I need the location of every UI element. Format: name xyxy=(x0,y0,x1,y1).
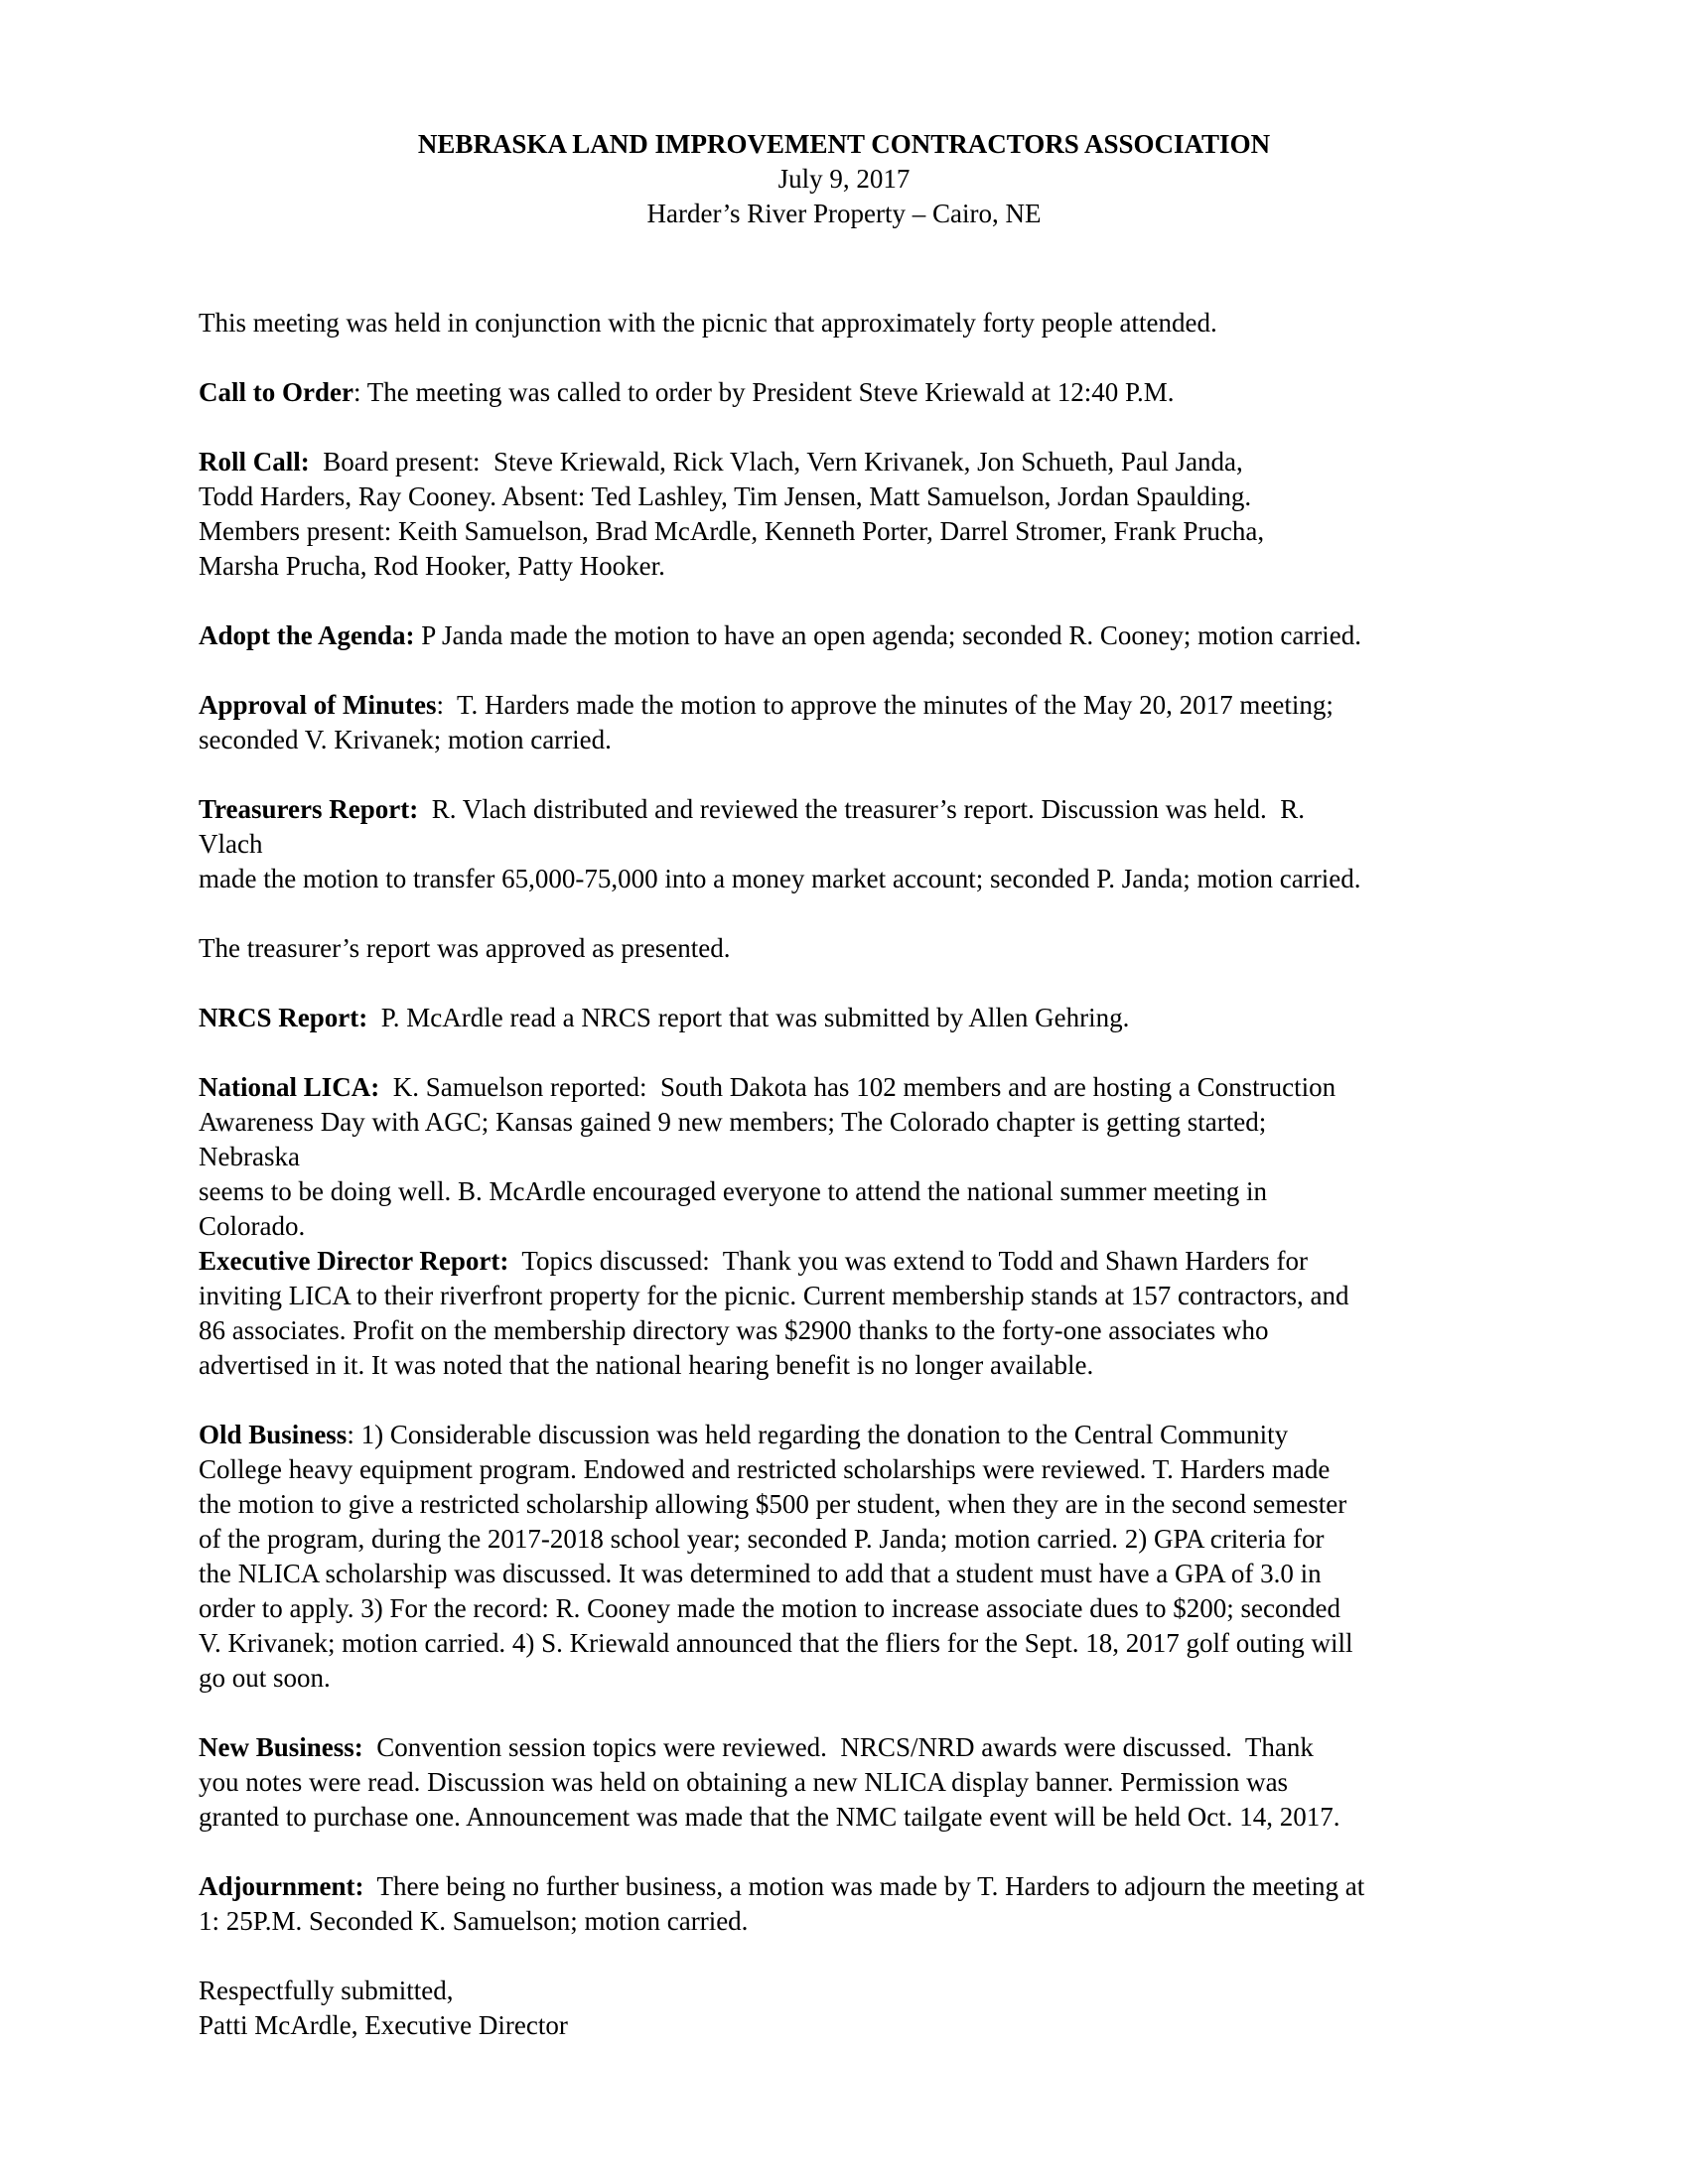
national-lica-line: Colorado. xyxy=(199,1211,306,1241)
executive-director-report-line: inviting LICA to their riverfront property for the picnic. Current membership stands at 157 contractors, and xyxy=(199,1281,1349,1310)
intro-text: This meeting was held in conjunction with the picnic that approximately forty people attended. xyxy=(199,308,1217,338)
new-business-section xyxy=(199,1730,1529,1835)
new-business-line: you notes were read. Discussion was held on obtaining a new NLICA display banner. Permission was xyxy=(199,1767,1289,1797)
treasurers-report-label: Treasurers Report: xyxy=(199,794,419,824)
roll-call-line: Marsha Prucha, Rod Hooker, Patty Hooker. xyxy=(199,551,665,581)
nrcs-report-text: P. McArdle read a NRCS report that was submitted by Allen Gehring. xyxy=(367,1003,1130,1032)
signature-block xyxy=(199,1974,1529,2043)
old-business-line: go out soon. xyxy=(199,1663,331,1693)
approval-minutes-line: seconded V. Krivanek; motion carried. xyxy=(199,725,612,754)
old-business-section xyxy=(199,1418,1529,1696)
old-business-label: Old Business xyxy=(199,1420,348,1449)
meeting-location: Harder’s River Property – Cairo, NE xyxy=(646,199,1042,228)
old-business-line: V. Krivanek; motion carried. 4) S. Kriewald announced that the fliers for the Sept. 18, 2017 golf outing will xyxy=(199,1628,1353,1658)
treasurers-report-line: Vlach xyxy=(199,829,263,859)
nrcs-report-label: NRCS Report: xyxy=(199,1003,368,1032)
meeting-date: July 9, 2017 xyxy=(777,164,911,194)
call-to-order-section xyxy=(199,375,1529,410)
treasurers-report-section xyxy=(199,792,1529,896)
old-business-line: the motion to give a restricted scholarship allowing $500 per student, when they are in the second semester xyxy=(199,1489,1347,1519)
executive-director-report-line: 86 associates. Profit on the membership directory was $2900 thanks to the forty-one associates who xyxy=(199,1315,1269,1345)
new-business-label: New Business: xyxy=(199,1732,363,1762)
document-header xyxy=(0,127,1688,231)
executive-director-report-section xyxy=(199,1244,1529,1383)
approval-minutes-label: Approval of Minutes xyxy=(199,690,437,720)
executive-director-report-line: advertised in it. It was noted that the national hearing benefit is no longer available. xyxy=(199,1350,1094,1380)
national-lica-line: Nebraska xyxy=(199,1142,300,1171)
executive-director-report-line: Topics discussed: Thank you was extend to Todd and Shawn Harders for xyxy=(508,1246,1308,1276)
roll-call-line: Board present: Steve Kriewald, Rick Vlach, Vern Krivanek, Jon Schueth, Paul Janda, xyxy=(309,447,1243,477)
new-business-line: granted to purchase one. Announcement was made that the NMC tailgate event will be held Oct. 14, 2017. xyxy=(199,1802,1340,1832)
intro-paragraph xyxy=(199,306,1529,341)
adopt-agenda-text: P Janda made the motion to have an open agenda; seconded R. Cooney; motion carried. xyxy=(414,620,1362,650)
roll-call-section xyxy=(199,445,1529,584)
treasurers-report-line: R. Vlach distributed and reviewed the treasurer’s report. Discussion was held. R. xyxy=(418,794,1305,824)
adjournment-line: There being no further business, a motion was made by T. Harders to adjourn the meeting at xyxy=(363,1871,1365,1901)
organization-title: NEBRASKA LAND IMPROVEMENT CONTRACTORS ASSOCIATION xyxy=(417,129,1271,159)
approval-minutes-section xyxy=(199,688,1529,757)
national-lica-label: National LICA: xyxy=(199,1072,380,1102)
roll-call-line: Todd Harders, Ray Cooney. Absent: Ted Lashley, Tim Jensen, Matt Samuelson, Jordan Spaulding. xyxy=(199,481,1252,511)
old-business-line: College heavy equipment program. Endowed and restricted scholarships were reviewed. T. Harders made xyxy=(199,1454,1331,1484)
signature-name: Patti McArdle, Executive Director xyxy=(199,2010,568,2040)
approval-minutes-line: : T. Harders made the motion to approve the minutes of the May 20, 2017 meeting; xyxy=(436,690,1334,720)
adjournment-label: Adjournment: xyxy=(199,1871,364,1901)
call-to-order-text: : The meeting was called to order by President Steve Kriewald at 12:40 P.M. xyxy=(352,377,1175,407)
old-business-line: the NLICA scholarship was discussed. It was determined to add that a student must have a GPA of 3.0 in xyxy=(199,1559,1322,1588)
call-to-order-label: Call to Order xyxy=(199,377,353,407)
signature-closing: Respectfully submitted, xyxy=(199,1976,454,2005)
old-business-line: : 1) Considerable discussion was held regarding the donation to the Central Community xyxy=(347,1420,1289,1449)
adopt-agenda-label: Adopt the Agenda: xyxy=(199,620,415,650)
adjournment-line: 1: 25P.M. Seconded K. Samuelson; motion carried. xyxy=(199,1906,749,1936)
adopt-agenda-section xyxy=(199,618,1529,653)
roll-call-label: Roll Call: xyxy=(199,447,310,477)
national-lica-line: K. Samuelson reported: South Dakota has 102 members and are hosting a Construction xyxy=(379,1072,1336,1102)
roll-call-line: Members present: Keith Samuelson, Brad McArdle, Kenneth Porter, Darrel Stromer, Frank Prucha, xyxy=(199,516,1265,546)
treasurer-approved-paragraph xyxy=(199,931,1529,966)
national-lica-section xyxy=(199,1070,1529,1244)
nrcs-report-section xyxy=(199,1001,1529,1035)
document-body xyxy=(199,306,1529,2078)
old-business-line: order to apply. 3) For the record: R. Cooney made the motion to increase associate dues to $200; seconded xyxy=(199,1593,1340,1623)
new-business-line: Convention session topics were reviewed. NRCS/NRD awards were discussed. Thank xyxy=(362,1732,1314,1762)
national-lica-line: Awareness Day with AGC; Kansas gained 9 new members; The Colorado chapter is getting started; xyxy=(199,1107,1267,1137)
executive-director-report-label: Executive Director Report: xyxy=(199,1246,509,1276)
national-lica-line: seems to be doing well. B. McArdle encouraged everyone to attend the national summer meeting in xyxy=(199,1176,1267,1206)
old-business-line: of the program, during the 2017-2018 school year; seconded P. Janda; motion carried. 2) GPA criteria for xyxy=(199,1524,1325,1554)
treasurers-report-line: made the motion to transfer 65,000-75,000 into a money market account; seconded P. Janda; motion carried. xyxy=(199,864,1361,893)
treasurer-approved-text: The treasurer’s report was approved as presented. xyxy=(199,933,731,963)
adjournment-section xyxy=(199,1869,1529,1939)
